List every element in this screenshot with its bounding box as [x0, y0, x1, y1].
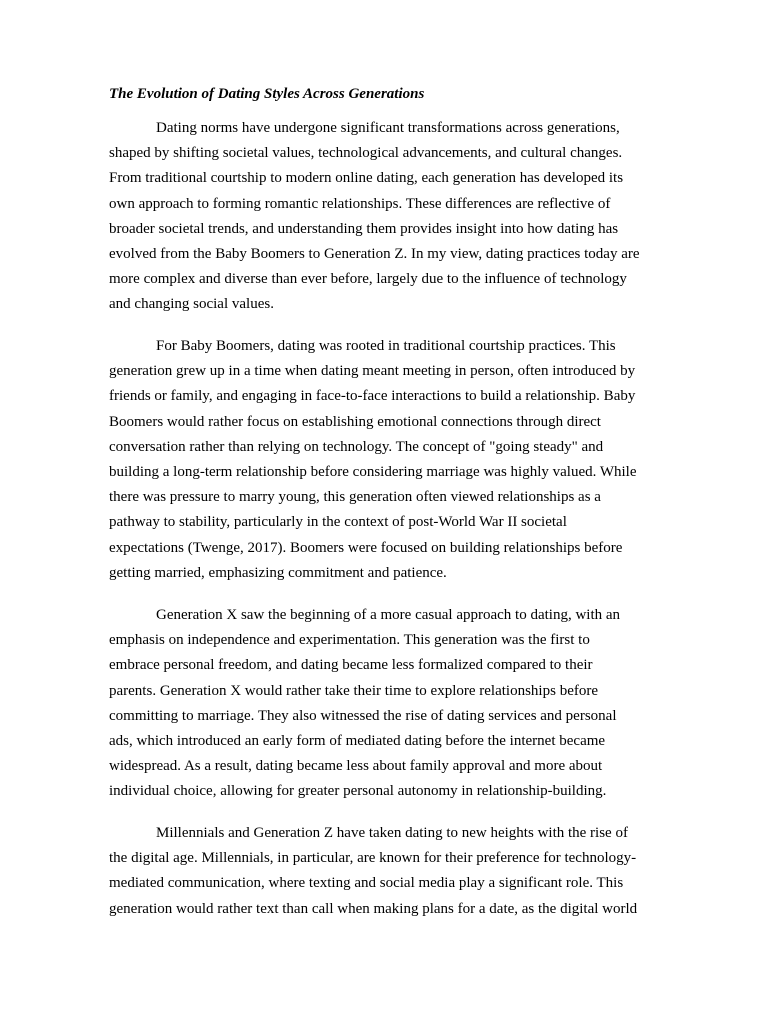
text-line: For Baby Boomers, dating was rooted in traditional courtship practices. This — [156, 338, 616, 354]
paragraph-generation-x — [109, 603, 669, 805]
text-line: building a long-term relationship before considering marriage was highly valued. While — [109, 463, 637, 480]
text-line: From traditional courtship to modern online dating, each generation has developed its — [109, 170, 624, 187]
text-line: committing to marriage. They also witnessed the rise of dating services and personal — [109, 707, 617, 724]
paragraph-intro — [109, 116, 669, 318]
text-line: and changing social values. — [109, 296, 274, 313]
document-title: The Evolution of Dating Styles Across Generations — [109, 86, 425, 102]
paragraph-millennials-gen-z — [109, 821, 669, 922]
text-line: evolved from the Baby Boomers to Generation Z. In my view, dating practices today are — [109, 245, 640, 262]
text-line: shaped by shifting societal values, technological advancements, and cultural changes. — [109, 145, 623, 162]
text-line: broader societal trends, and understanding them provides insight into how dating has — [109, 220, 619, 237]
text-line: getting married, emphasizing commitment and patience. — [109, 564, 447, 581]
text-line: Generation X saw the beginning of a more casual approach to dating, with an — [156, 607, 621, 623]
text-line: emphasis on independence and experimentation. This generation was the first to — [109, 632, 590, 649]
text-line: friends or family, and engaging in face-to-face interactions to build a relationship. Baby — [109, 388, 636, 405]
paragraph-baby-boomers — [109, 334, 669, 586]
text-line: ads, which introduced an early form of mediated dating before the internet became — [109, 732, 606, 749]
text-line: embrace personal freedom, and dating became less formalized compared to their — [109, 657, 593, 674]
text-line: there was pressure to marry young, this generation often viewed relationships as a — [109, 489, 601, 506]
text-line: generation would rather text than call when making plans for a date, as the digital world — [109, 900, 638, 917]
text-line: mediated communication, where texting and social media play a significant role. This — [109, 875, 624, 892]
text-line: generation grew up in a time when dating meant meeting in person, often introduced by — [109, 363, 636, 380]
text-line: individual choice, allowing for greater personal autonomy in relationship-building. — [109, 783, 607, 800]
text-line: pathway to stability, particularly in the context of post-World War II societal — [109, 514, 567, 531]
text-line: Dating norms have undergone significant transformations across generations, — [156, 120, 620, 136]
text-line: widespread. As a result, dating became less about family approval and more about — [109, 758, 603, 775]
text-line: expectations (Twenge, 2017). Boomers were focused on building relationships before — [109, 539, 623, 556]
text-line: Millennials and Generation Z have taken dating to new heights with the rise of — [156, 825, 628, 841]
text-line: more complex and diverse than ever before, largely due to the influence of technology — [109, 271, 627, 288]
text-line: own approach to forming romantic relationships. These differences are reflective of — [109, 195, 611, 212]
text-line: conversation rather than relying on technology. The concept of "going steady" and — [109, 438, 604, 455]
text-line: the digital age. Millennials, in particular, are known for their preference for technology- — [109, 850, 637, 867]
text-line: Boomers would rather focus on establishing emotional connections through direct — [109, 413, 601, 430]
text-line: parents. Generation X would rather take their time to explore relationships before — [109, 682, 598, 699]
